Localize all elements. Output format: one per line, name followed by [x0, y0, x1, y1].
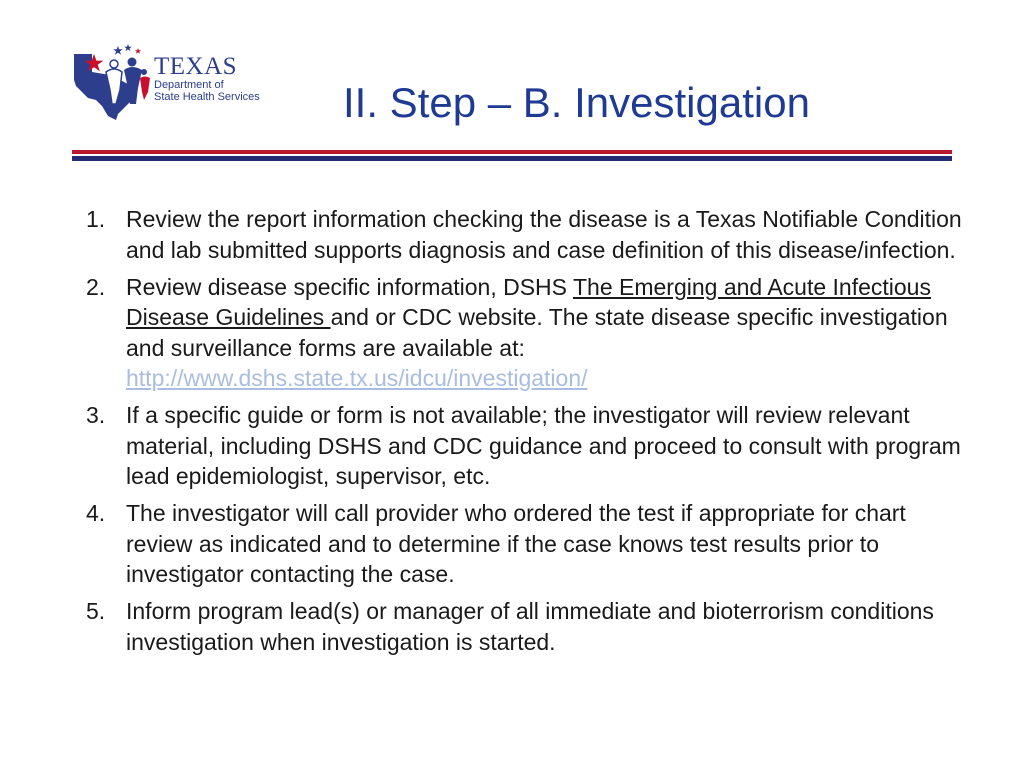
step-text: and or CDC website. The state disease specific investigation and surveillance forms are available at: [126, 304, 948, 361]
step-item-1 [86, 204, 966, 265]
texas-dshs-logo-icon [70, 42, 154, 122]
logo-texas-text: TEXAS [154, 53, 238, 80]
step-item-5 [86, 596, 966, 657]
step-number: 4. [86, 500, 106, 526]
logo-wordmark [154, 54, 260, 103]
logo-agency-text: State Health Services [154, 91, 260, 103]
step-number: 3. [86, 402, 106, 428]
investigation-steps-list [86, 204, 966, 664]
step-item-4 [86, 498, 966, 590]
step-text: Inform program lead(s) or manager of all immediate and bioterrorism conditions investigation when investigation is started. [126, 598, 934, 655]
step-text: If a specific guide or form is not available; the investigator will review relevant material, including DSHS and CDC guidance and proceed to consult with program lead epidemiologist, supervisor, etc. [126, 402, 961, 489]
title-divider-red [72, 150, 952, 154]
investigation-url-link[interactable]: http://www.dshs.state.tx.us/idcu/investigation/ [126, 365, 588, 391]
step-item-3 [86, 400, 966, 492]
step-text: Review the report information checking the disease is a Texas Notifiable Condition and lab submitted supports diagnosis and case definition of this disease/infection. [126, 206, 962, 263]
step-text: Review disease specific information, DSHS [126, 273, 573, 300]
step-text: The investigator will call provider who ordered the test if appropriate for chart review as indicated and to determine if the case knows test results prior to investigator contacting the case. [126, 500, 906, 587]
step-number: 1. [86, 206, 106, 232]
step-number: 2. [86, 273, 106, 300]
dshs-logo [70, 42, 270, 122]
step-number: 5. [86, 598, 106, 624]
step-item-2 [86, 272, 966, 394]
slide-title: II. Step – B. Investigation [343, 79, 810, 126]
logo-department-text: Department of [154, 79, 224, 91]
title-divider-blue [72, 156, 952, 161]
guidelines-link[interactable]: The Emerging and Acute Infectious Disease Guidelines [126, 273, 931, 330]
